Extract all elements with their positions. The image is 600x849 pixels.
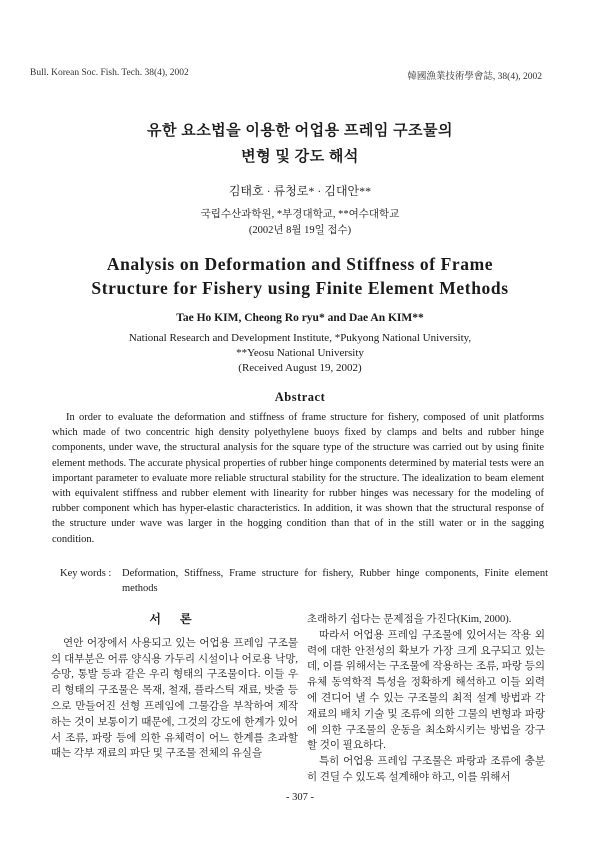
english-affiliations — [0, 331, 600, 376]
section-heading-introduction: 서 론 — [149, 612, 200, 626]
keywords-text: Deformation, Stiffness, Frame structure for fishery, Rubber hinge components, Finite element methods — [122, 568, 548, 594]
korean-title — [0, 118, 600, 170]
body-paragraph: 연안 어장에서 사용되고 있는 어업용 프레임 구조물의 대부분은 어류 양식용 가두리 시설이나 어로용 낙망, 승망, 통발 등과 같은 우리 형태의 구조물이다. 이들 우리 형태의 구조물은 목재, 철재, 플라스틱 재료, 밧줄 등으로 만들어진 선형 프레임에 그물감을 부착하여 제작하는 것이 보통이기 때문에, 그것의 강도에 한계가 있어서 조류, 파랑 등에 의한 유체력이 어느 한계를 초과할 때는 각부 재료의 파단 및 구조물 전체의 유실을 — [51, 637, 298, 760]
body-column-right — [307, 612, 545, 786]
korean-title-line-2: 변형 및 강도 해석 — [241, 149, 359, 165]
english-affiliation-line-1: National Research and Development Institute, *Pukyong National University, — [128, 332, 472, 344]
body-column-left — [51, 612, 298, 762]
english-title-line-1: Analysis on Deformation and Stiffness of Frame — [106, 254, 494, 274]
english-title — [0, 252, 600, 300]
keywords-label: Key words : — [60, 568, 112, 579]
body-paragraph: 초래하기 쉽다는 문제점을 가진다(Kim, 2000). — [307, 614, 512, 625]
english-received-date: (Received August 19, 2002) — [238, 362, 362, 374]
english-title-line-2: Structure for Fishery using Finite Element Methods — [91, 278, 509, 298]
body-paragraph: 따라서 어업용 프레임 구조물에 있어서는 작용 외력에 대한 안전성의 확보가 가장 크게 요구되고 있는데, 이를 위해서는 구조물에 작용하는 조류, 파랑 등의 유체 동역학적 특성을 정확하게 해석하고 이들 외력에 견디어 낼 수 있는 구조물의 최적 설계 방법과 각 재료의 배치 기술 및 조류에 의한 그물의 변형과 파랑에 의한 구조물의 운동을 최소화시키는 방법을 강구할 것이 필요하다. — [307, 629, 545, 752]
korean-affiliations: 국립수산과학원, *부경대학교, **여수대학교 — [200, 209, 400, 220]
korean-title-line-1: 유한 요소법을 이용한 어업용 프레임 구조물의 — [146, 123, 454, 139]
korean-received-date: (2002년 8월 19일 접수) — [248, 225, 352, 236]
korean-authors: 김태호 · 류청로* · 김대안** — [228, 184, 372, 198]
running-header-left: Bull. Korean Soc. Fish. Tech. 38(4), 2002 — [30, 68, 189, 78]
running-header-right: 韓國漁業技術學會誌, 38(4), 2002 — [407, 72, 542, 82]
body-paragraph: 특히 어업용 프레임 구조물은 파랑과 조류에 충분히 견딜 수 있도록 설계해야 하고, 이를 위해서 — [307, 756, 545, 783]
page-number: - 307 - — [286, 792, 314, 803]
abstract-heading: Abstract — [274, 390, 326, 404]
english-affiliation-line-2: **Yeosu National University — [236, 347, 364, 359]
english-authors: Tae Ho KIM, Cheong Ro ryu* and Dae An KIM** — [176, 312, 424, 324]
abstract-text: In order to evaluate the deformation and stiffness of frame structure for fishery, composed of unit platforms which made of two concentric high density polyethylene buoys fixed by clamps and belts and rubber hinge components, under wave, the structural analysis for the square type of the structure was carried out by using finite element methods. The accurate physical properties of rubber hinge components determined by material tests were an important parameter to evaluate more reliable structural stability for the structure. The idealization to beam element with equivalent stiffness and rubber element with linearity for rubber hinges was necessary for the modeling of rubber component which has hyper-elastic characteristics. In addition, it was shown that the structural response of the structure under wave was larger in the hogging condition than that of in the still water or in the sagging condition. — [52, 412, 544, 545]
